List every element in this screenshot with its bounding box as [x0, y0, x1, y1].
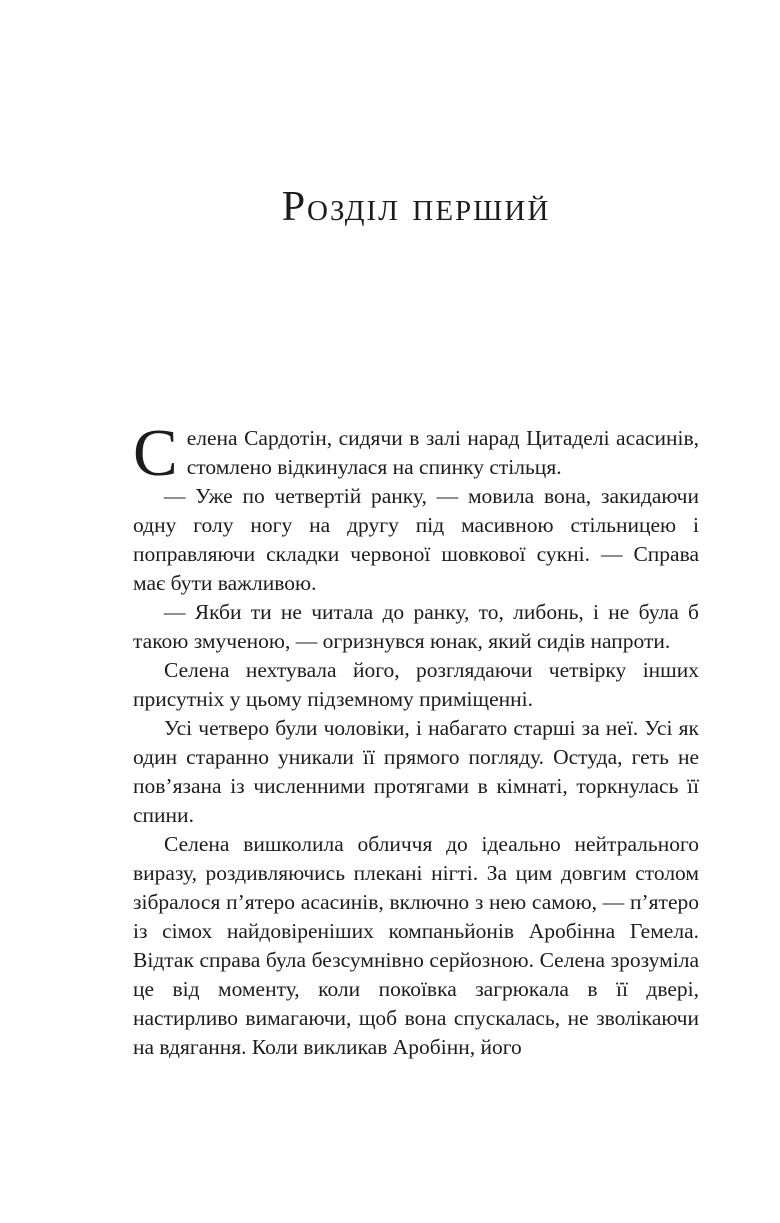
chapter-body	[133, 416, 699, 1062]
drop-cap: С	[133, 416, 178, 490]
paragraph	[133, 416, 699, 490]
paragraph: — Уже по четвертій ранку, — мовила вона, закидаючи одну голу ногу на другу під масивною стільницею і поправляючи складки червоної шовкової сукні. — Справа має бути важливою.	[133, 484, 699, 595]
paragraph: Селена нехтувала його, розглядаючи четвірку інших присутніх у цьому підземному приміщенні.	[133, 658, 699, 711]
paragraph: — Якби ти не читала до ранку, то, либонь, і не була б такою змученою, — огризнувся юнак, який сидів напроти.	[133, 600, 699, 653]
chapter-title: Розділ перший	[281, 184, 551, 230]
paragraph-text: елена Сардотін, сидячи в залі нарад Цитаделі асасинів, стомлено відкинулася на спинку стільця.	[186, 426, 699, 479]
paragraph: Усі четверо були чоловіки, і набагато старші за неї. Усі як один старанно уникали її прямого погляду. Остуда, геть не пов’язана із численними протягами в кімнаті, торкнулась її спини.	[133, 716, 699, 827]
paragraph: Селена вишколила обличчя до ідеально нейтрального виразу, роздивляючись плекані нігті. За цим довгим столом зібралося п’ятеро асасинів, включно з нею самою, — п’ятеро із сімох найдовіреніших компаньйонів Аробінна Гемела. Відтак справа була безсумнівно серйозною. Селена зрозуміла це від моменту, коли покоївка загрюкала в її двері, настирливо вимагаючи, щоб вона спускалась, не зволікаючи на вдягання. Коли викликав Аробінн, його	[133, 832, 699, 1059]
